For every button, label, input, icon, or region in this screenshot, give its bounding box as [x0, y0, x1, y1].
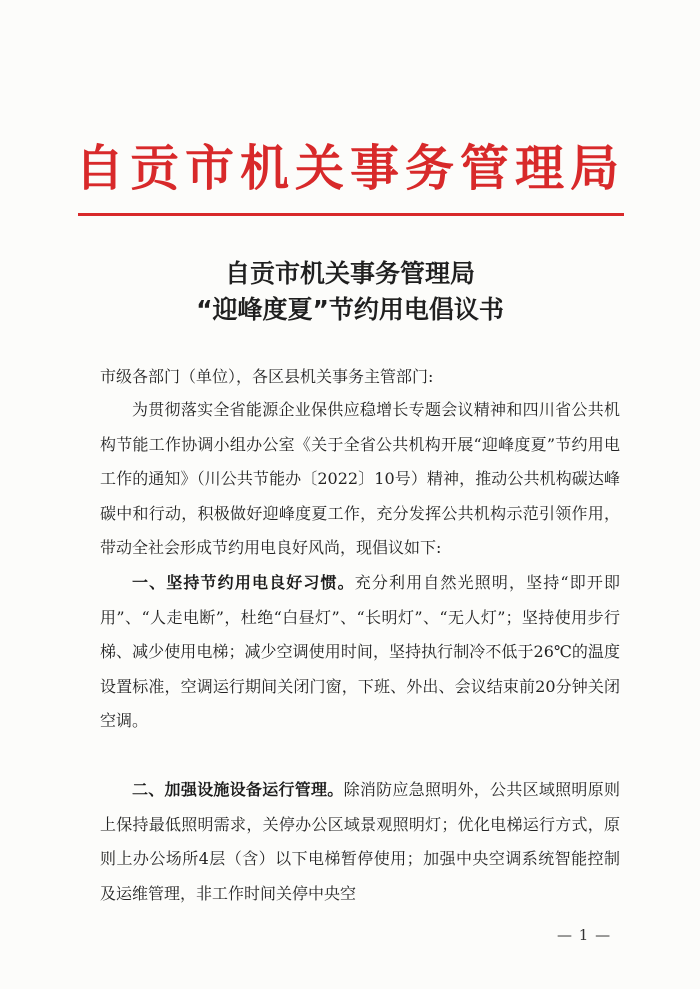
salutation: 市级各部门（单位），各区县机关事务主管部门:	[100, 367, 434, 386]
item2-heading: 二、加强设施设备运行管理。	[132, 780, 344, 799]
masthead-title: 自贡市机关事务管理局	[74, 139, 625, 197]
masthead-red-rule	[78, 213, 624, 216]
item1-heading: 一、坚持节约用电良好习惯。	[132, 573, 355, 592]
item1-text: 充分利用自然光照明，坚持“即开即用”、“人走电断”，杜绝“白昼灯”、“长明灯”、“无人灯”；坚持使用步行梯、减少使用电梯；减少空调使用时间，坚持执行制冷不低于26℃的温度设置标准，空调运行期间关闭门窗，下班、外出、会议结束前20分钟关闭空调。	[100, 573, 620, 731]
item2-text: 除消防应急照明外，公共区域照明原则上保持最低照明需求，关停办公区域景观照明灯；优化电梯运行方式，原则上办公场所4层（含）以下电梯暂停使用；加强中央空调系统智能控制及运维管理，非工作时间关停中央空	[100, 780, 620, 903]
document-title-line2: “迎峰度夏”节约用电倡议书	[196, 295, 504, 324]
intro-paragraph: 为贯彻落实全省能源企业保供应稳增长专题会议精神和四川省公共机构节能工作协调小组办公室《关于全省公共机构开展“迎峰度夏”节约用电工作的通知》（川公共节能办〔2022〕10号）精神，推动公共机构碳达峰碳中和行动，积极做好迎峰度夏工作，充分发挥公共机构示范引领作用，带动全社会形成节约用电良好风尚，现倡议如下:	[100, 400, 620, 558]
item1-paragraph	[100, 566, 620, 739]
item2-paragraph	[100, 773, 620, 911]
page-number: — 1 —	[557, 926, 612, 944]
document-title-line1: 自贡市机关事务管理局	[224, 259, 475, 288]
